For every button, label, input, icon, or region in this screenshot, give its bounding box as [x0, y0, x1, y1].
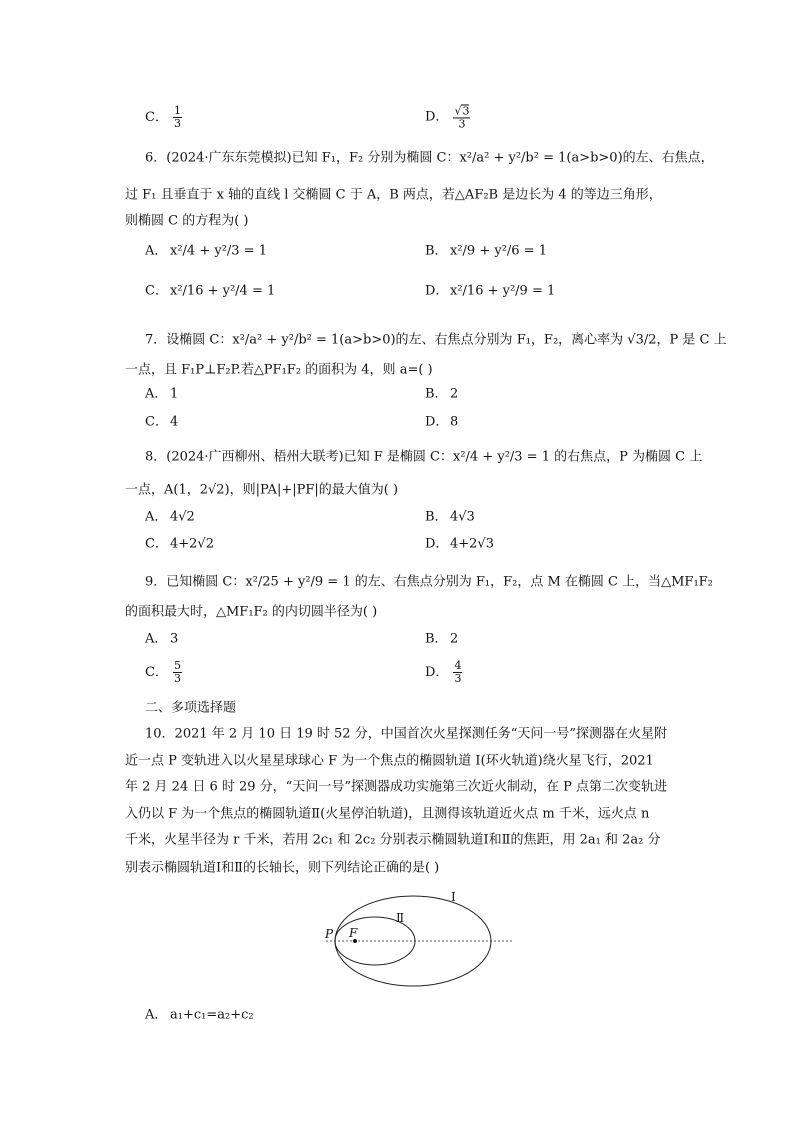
option-label: B．	[425, 386, 448, 402]
label-focus-F: F	[349, 926, 358, 940]
line-25	[0, 848, 794, 888]
line-1	[0, 97, 794, 137]
section-heading: 二、多项选择题	[145, 700, 237, 716]
option-a-math: a₁+c₁=a₂+c₂	[170, 1007, 254, 1023]
line-26	[0, 995, 794, 1035]
option-label: B．	[425, 243, 448, 259]
option-label: A．	[145, 243, 168, 259]
option-label: D．	[425, 664, 449, 680]
question-10-line-1: 10．2021 年 2 月 10 日 19 时 52 分，中国首次火星探测任务“天问一号”探测器在火星附	[145, 726, 668, 742]
option-c-math: 4+2√2	[170, 536, 214, 552]
option-label: C．	[145, 414, 168, 430]
line-2	[0, 138, 794, 178]
question-10-line-5: 千米，火星半径为 r 千米，若用 2c₁ 和 2c₂ 分别表示椭圆轨道Ⅰ和Ⅱ的焦距，用 2a₁ 和 2a₂ 分	[125, 832, 661, 848]
option-label: D．	[425, 536, 449, 552]
question-10-line-4: 入仍以 F 为一个焦点的椭圆轨道Ⅱ(火星停泊轨道)，且测得该轨道近火点 m 千米，远火点 n	[125, 806, 650, 822]
option-b-math: 2	[450, 631, 459, 647]
option-c	[145, 660, 183, 684]
option-b-math: 2	[450, 386, 459, 402]
question-9-line-1: 9．已知椭圆 C：x²/25 + y²/9 = 1 的左、右焦点分别为 F₁，F₂，点 M 在椭圆 C 上，当△MF₁F₂	[145, 574, 713, 590]
question-10-line-3: 年 2 月 24 日 6 时 29 分，“天问一号”探测器成功实施第三次近火制动，在 P 点第二次变轨进	[125, 779, 667, 795]
option-label: C．	[145, 536, 168, 552]
fraction: $\frac{1}{3}$	[173, 103, 181, 130]
option-c	[145, 105, 183, 129]
option-b-math: 4√3	[450, 509, 475, 525]
question-10-line-2: 近一点 P 变轨进入以火星星球球心 F 为一个焦点的椭圆轨道 Ⅰ(环火轨道)绕火星飞行，2021	[125, 753, 654, 769]
question-10-line-6: 别表示椭圆轨道Ⅰ和Ⅱ的长轴长，则下列结论正确的是( )	[125, 860, 440, 876]
option-label: C．	[145, 283, 168, 299]
option-label: D．	[425, 283, 449, 299]
option-label: B．	[425, 509, 448, 525]
option-a-math: 4√2	[170, 509, 195, 525]
label-point-P: P	[325, 927, 334, 941]
question-7-line-1: 7．设椭圆 C：x²/a² + y²/b² = 1(a>b>0)的左、右焦点分别为 F₁，F₂，离心率为 √3/2，P 是 C 上	[145, 332, 727, 348]
fraction: $\frac{4}{3}$	[454, 658, 462, 685]
option-label: A．	[145, 386, 168, 402]
option-d-math: x²/16 + y²/9 = 1	[450, 283, 556, 299]
option-label: C．	[145, 109, 168, 125]
question-8-line-2: 一点，A(1，2√2)，则|PA|+|PF|的最大值为( )	[125, 482, 399, 498]
question-6-line-2: 过 F₁ 且垂直于 x 轴的直线 l 交椭圆 C 于 A，B 两点，若△AF₂B 是边长为 4 的等边三角形，	[125, 187, 662, 203]
label-orbit-I: Ⅰ	[451, 890, 456, 904]
fraction: $\frac{√3}{3}$	[454, 104, 470, 130]
option-label: D．	[425, 414, 449, 430]
label-orbit-II: Ⅱ	[396, 911, 405, 925]
orbit-diagram	[318, 886, 516, 990]
option-a-math: x²/4 + y²/3 = 1	[170, 243, 267, 259]
line-14	[0, 524, 794, 564]
line-10	[0, 402, 794, 442]
line-6	[0, 271, 794, 311]
line-5	[0, 231, 794, 271]
fraction: $\frac{5}{3}$	[173, 658, 181, 685]
option-b-math: x²/9 + y²/6 = 1	[450, 243, 547, 259]
option-label: C．	[145, 664, 168, 680]
question-7-line-2: 一点，且 F₁P⊥F₂P.若△PF₁F₂ 的面积为 4，则 a=( )	[125, 362, 433, 378]
question-9-line-2: 的面积最大时，△MF₁F₂ 的内切圆半径为( )	[125, 604, 378, 620]
question-6-line-1: 6．(2024·广东东莞模拟)已知 F₁，F₂ 分别为椭圆 C：x²/a² + y²/b² = 1(a>b>0)的左、右焦点，	[145, 150, 714, 166]
option-d-math: 8	[450, 414, 459, 430]
option-d-math: 4+2√3	[450, 536, 494, 552]
option-c-math: 4	[170, 414, 179, 430]
option-label: A．	[145, 1007, 168, 1023]
option-c-math: x²/16 + y²/4 = 1	[170, 283, 276, 299]
option-a-math: 3	[170, 631, 179, 647]
option-a-math: 1	[170, 386, 179, 402]
question-8-line-1: 8．(2024·广西柳州、梧州大联考)已知 F 是椭圆 C：x²/4 + y²/3 = 1 的右焦点，P 为椭圆 C 上	[145, 449, 703, 465]
line-18	[0, 652, 794, 692]
question-6-line-3: 则椭圆 C 的方程为( )	[125, 213, 249, 229]
option-label: B．	[425, 631, 448, 647]
option-d	[425, 104, 471, 129]
option-label: A．	[145, 631, 168, 647]
option-label: D．	[425, 109, 449, 125]
option-d	[425, 660, 463, 684]
option-label: A．	[145, 509, 168, 525]
